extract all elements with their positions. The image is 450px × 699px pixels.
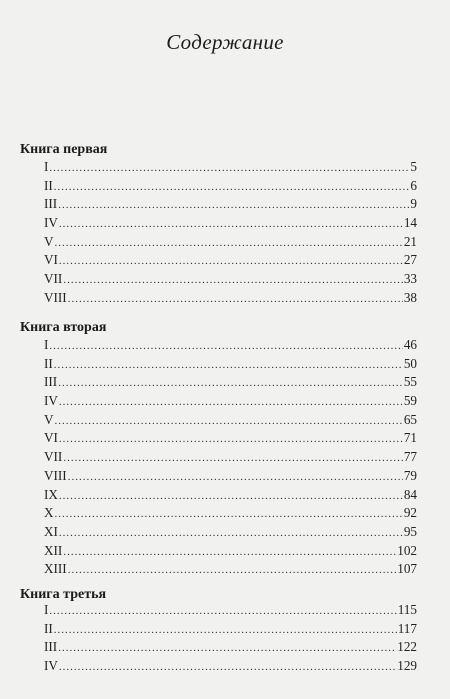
toc-entry[interactable] <box>44 289 417 308</box>
dot-leader <box>55 234 403 253</box>
chapter-number: III <box>44 374 58 390</box>
page-number: 14 <box>403 215 417 231</box>
toc-list-book-3 <box>44 601 417 676</box>
dot-leader <box>55 412 403 431</box>
toc-entry[interactable] <box>44 373 417 392</box>
dot-leader <box>59 524 403 543</box>
page-number: 27 <box>403 252 417 268</box>
page-number: 71 <box>403 430 417 446</box>
page-number: 38 <box>403 289 417 305</box>
chapter-number: V <box>44 233 54 249</box>
dot-leader <box>68 561 397 580</box>
toc-entry[interactable] <box>44 270 417 289</box>
toc-list-book-1 <box>44 158 417 308</box>
toc-entry[interactable] <box>44 560 417 579</box>
dot-leader <box>58 196 409 215</box>
toc-entry[interactable] <box>44 355 417 374</box>
page-number: 33 <box>403 271 417 287</box>
dot-leader <box>63 271 403 290</box>
chapter-number: III <box>44 639 58 655</box>
page-title: Содержание <box>166 30 284 54</box>
chapter-number: V <box>44 411 54 427</box>
toc-entry[interactable] <box>44 336 417 355</box>
page-number: 102 <box>397 542 417 558</box>
book-heading-3: Книга третья <box>20 587 107 602</box>
page-number: 46 <box>403 337 417 352</box>
chapter-number: IX <box>44 486 58 502</box>
chapter-number: IV <box>44 215 58 231</box>
toc-entry[interactable] <box>44 448 417 467</box>
toc-entry[interactable] <box>44 177 417 196</box>
toc-entry[interactable] <box>44 214 417 233</box>
dot-leader <box>59 393 403 412</box>
toc-entry[interactable] <box>44 504 417 523</box>
toc-entry[interactable] <box>44 486 417 505</box>
page-number: 77 <box>403 449 417 465</box>
page-number: 107 <box>397 561 417 577</box>
toc-entry[interactable] <box>44 429 417 448</box>
dot-leader <box>59 430 403 449</box>
page-number: 9 <box>410 196 417 212</box>
chapter-number: I <box>44 337 49 352</box>
chapter-number: XIII <box>44 561 67 577</box>
dot-leader <box>59 215 403 234</box>
toc-entry[interactable] <box>44 251 417 270</box>
dot-leader <box>59 658 396 677</box>
dot-leader <box>59 487 403 506</box>
chapter-number: II <box>44 355 53 371</box>
toc-list-book-2 <box>44 336 417 579</box>
dot-leader <box>55 505 403 524</box>
page-number: 59 <box>403 393 417 409</box>
toc-entry[interactable] <box>44 411 417 430</box>
dot-leader <box>58 374 403 393</box>
dot-leader <box>63 543 396 562</box>
page-number: 115 <box>397 602 417 617</box>
chapter-number: VIII <box>44 289 67 305</box>
page-number: 122 <box>397 639 417 655</box>
page-number: 5 <box>410 159 417 174</box>
toc-entry[interactable] <box>44 620 417 639</box>
chapter-number: VII <box>44 271 63 287</box>
dot-leader <box>68 290 403 309</box>
book-heading-2: Книга вторая <box>20 320 107 335</box>
dot-leader <box>49 337 402 356</box>
page-number: 79 <box>403 467 417 483</box>
toc-entry[interactable] <box>44 638 417 657</box>
dot-leader <box>59 252 403 271</box>
chapter-number: VI <box>44 252 58 268</box>
dot-leader <box>54 356 403 375</box>
toc-entry[interactable] <box>44 542 417 561</box>
toc-entry[interactable] <box>44 195 417 214</box>
toc-entry[interactable] <box>44 392 417 411</box>
toc-entry[interactable] <box>44 467 417 486</box>
toc-entry[interactable] <box>44 523 417 542</box>
dot-leader <box>54 178 410 197</box>
chapter-number: XII <box>44 542 63 558</box>
toc-entry[interactable] <box>44 657 417 676</box>
chapter-number: VI <box>44 430 58 446</box>
chapter-number: III <box>44 196 58 212</box>
dot-leader <box>63 449 403 468</box>
page-number: 84 <box>403 486 417 502</box>
dot-leader <box>58 639 396 658</box>
book-heading-1: Книга первая <box>20 142 108 157</box>
chapter-number: IV <box>44 658 58 674</box>
page-number: 6 <box>410 177 417 193</box>
toc-entry[interactable] <box>44 601 417 620</box>
chapter-number: X <box>44 505 54 521</box>
chapter-number: VIII <box>44 467 67 483</box>
toc-entry[interactable] <box>44 233 417 252</box>
page-number: 117 <box>397 620 417 636</box>
page-number: 50 <box>403 355 417 371</box>
chapter-number: II <box>44 620 53 636</box>
page-number: 21 <box>403 233 417 249</box>
chapter-number: I <box>44 159 49 174</box>
page-number: 55 <box>403 374 417 390</box>
chapter-number: XI <box>44 523 58 539</box>
page-number: 95 <box>403 523 417 539</box>
page-number: 65 <box>403 411 417 427</box>
page-number: 92 <box>403 505 417 521</box>
chapter-number: I <box>44 602 49 617</box>
dot-leader <box>49 159 409 178</box>
chapter-number: II <box>44 177 53 193</box>
page-number: 129 <box>397 658 417 674</box>
chapter-number: IV <box>44 393 58 409</box>
chapter-number: VII <box>44 449 63 465</box>
toc-entry[interactable] <box>44 158 417 177</box>
dot-leader <box>68 468 403 487</box>
dot-leader <box>49 602 396 621</box>
dot-leader <box>54 621 397 640</box>
